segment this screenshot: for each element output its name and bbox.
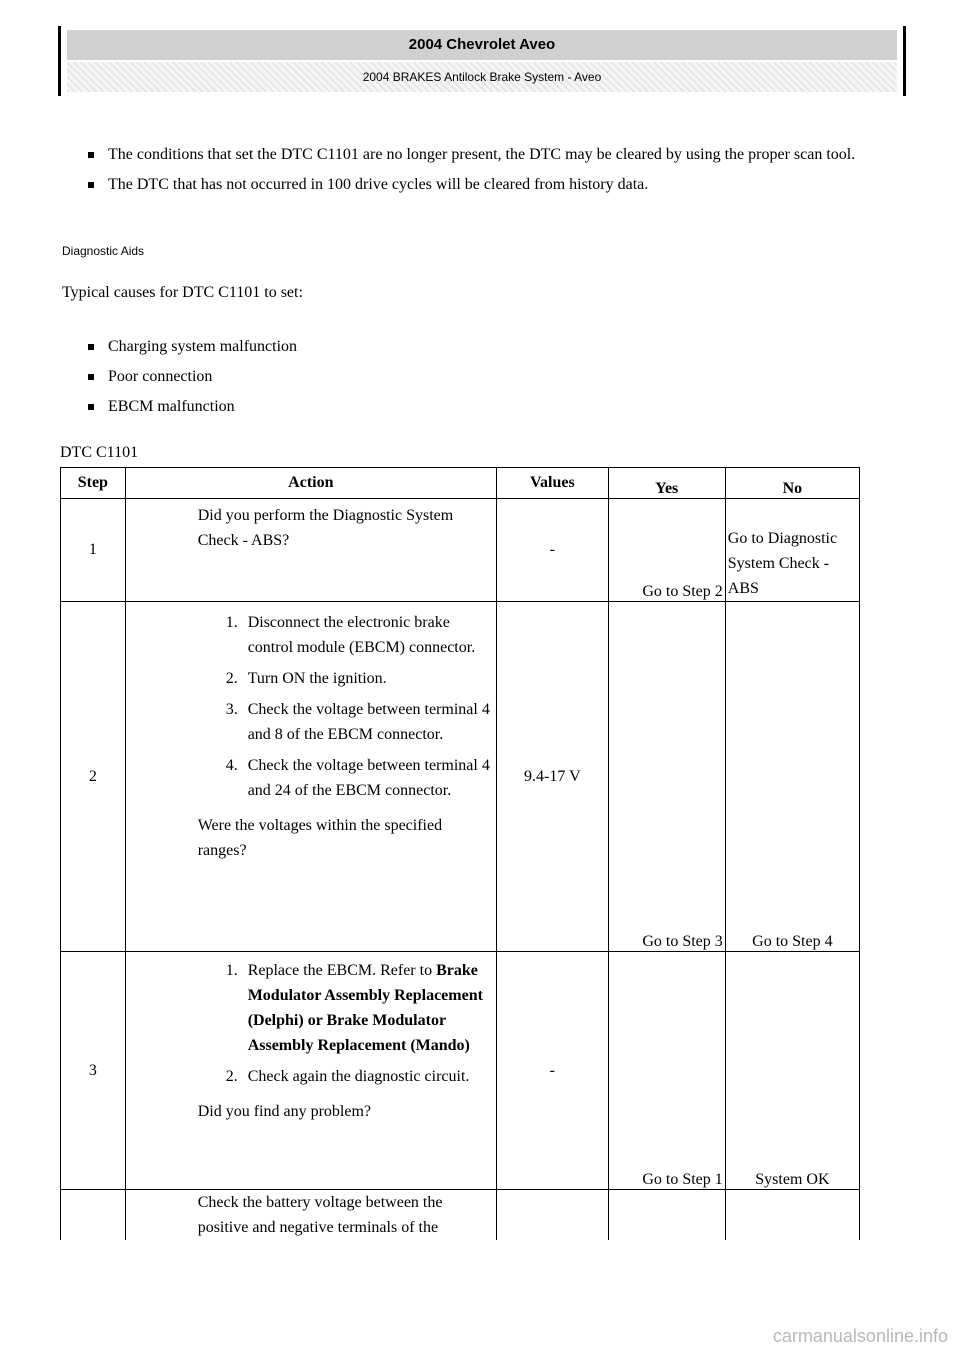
intro-bullet: The conditions that set the DTC C1101 are no longer present, the DTC may be cleared by using the proper scan tool.: [80, 140, 880, 170]
bullet-square-icon: [88, 374, 94, 380]
question-text: Did you find any problem?: [197, 1103, 371, 1120]
substep: 1. Disconnect the electronic brake control module (EBCM) connector.: [225, 614, 476, 656]
table-row: [61, 499, 860, 602]
substep: 2. Check again the diagnostic circuit.: [225, 1068, 470, 1085]
no-cell: Go to Step 4: [725, 602, 859, 952]
bullet-square-icon: [88, 404, 94, 410]
values-cell: 9.4-17 V: [496, 602, 608, 952]
substep: 4. Check the voltage between terminal 4 and 24 of the EBCM connector.: [225, 757, 490, 799]
step-cell: 2: [61, 602, 126, 952]
typical-causes-intro: Typical causes for DTC C1101 to set:: [62, 284, 303, 301]
values-cell: -: [496, 952, 608, 1190]
action-cell: [125, 499, 496, 602]
action-text: Did you perform the Diagnostic System Check - ABS?: [197, 507, 454, 549]
yes-cell: Go to Step 2: [608, 499, 725, 602]
cause-item: Charging system malfunction: [80, 332, 880, 362]
substep: 1. Replace the EBCM. Refer to Brake Modulator Assembly Replacement (Delphi) or Brake Modulator Assembly Replacement (Mando): [225, 962, 483, 1054]
cause-item: Poor connection: [80, 362, 880, 392]
substep: 3. Check the voltage between terminal 4 and 8 of the EBCM connector.: [225, 701, 490, 743]
header-subtitle: 2004 BRAKES Antilock Brake System - Aveo: [67, 62, 897, 92]
yes-cell: Go to Step 1: [608, 952, 725, 1190]
replacement-link-delphi[interactable]: Brake Modulator Assembly Replacement (Delphi): [247, 962, 483, 1029]
substep-list: [128, 610, 494, 803]
header-no: No: [725, 468, 859, 499]
header-values: Values: [496, 468, 608, 499]
question-text: Were the voltages within the specified ranges?: [197, 817, 443, 859]
bullet-square-icon: [88, 152, 94, 158]
no-cell: System OK: [725, 952, 859, 1190]
step-cell: 1: [61, 499, 126, 602]
header-banner: [58, 26, 906, 96]
table-header-row: [61, 468, 860, 499]
substep-list: [128, 958, 494, 1089]
replacement-link-mando[interactable]: Brake Modulator Assembly Replacement (Mando): [247, 1012, 470, 1054]
substep: 2. Turn ON the ignition.: [225, 670, 387, 687]
yes-cell: Go to Step 3: [608, 602, 725, 952]
intro-bullet-list: [80, 140, 880, 200]
causes-list: [80, 332, 880, 422]
header-yes: Yes: [608, 468, 725, 499]
step-cell: 3: [61, 952, 126, 1190]
dtc-table-label: DTC C1101: [60, 444, 139, 461]
bullet-square-icon: [88, 182, 94, 188]
table-row: [61, 952, 860, 1190]
action-cell: [125, 952, 496, 1190]
no-cell: Go to Diagnostic System Check - ABS: [725, 499, 859, 602]
values-cell: -: [496, 499, 608, 602]
dtc-table: [60, 467, 860, 1250]
action-text: Check the battery voltage between the positive and negative terminals of the: [197, 1194, 443, 1236]
action-cell: [125, 602, 496, 952]
bullet-square-icon: [88, 344, 94, 350]
header-action: Action: [125, 468, 496, 499]
diagnostic-aids-title: Diagnostic Aids: [62, 244, 145, 258]
header-title: 2004 Chevrolet Aveo: [67, 30, 897, 60]
cause-item: EBCM malfunction: [80, 392, 880, 422]
table-row: [61, 602, 860, 952]
header-step: Step: [61, 468, 126, 499]
intro-bullet: The DTC that has not occurred in 100 drive cycles will be cleared from history data.: [80, 170, 880, 200]
footer-watermark[interactable]: carmanualsonline.info: [772, 1326, 948, 1346]
